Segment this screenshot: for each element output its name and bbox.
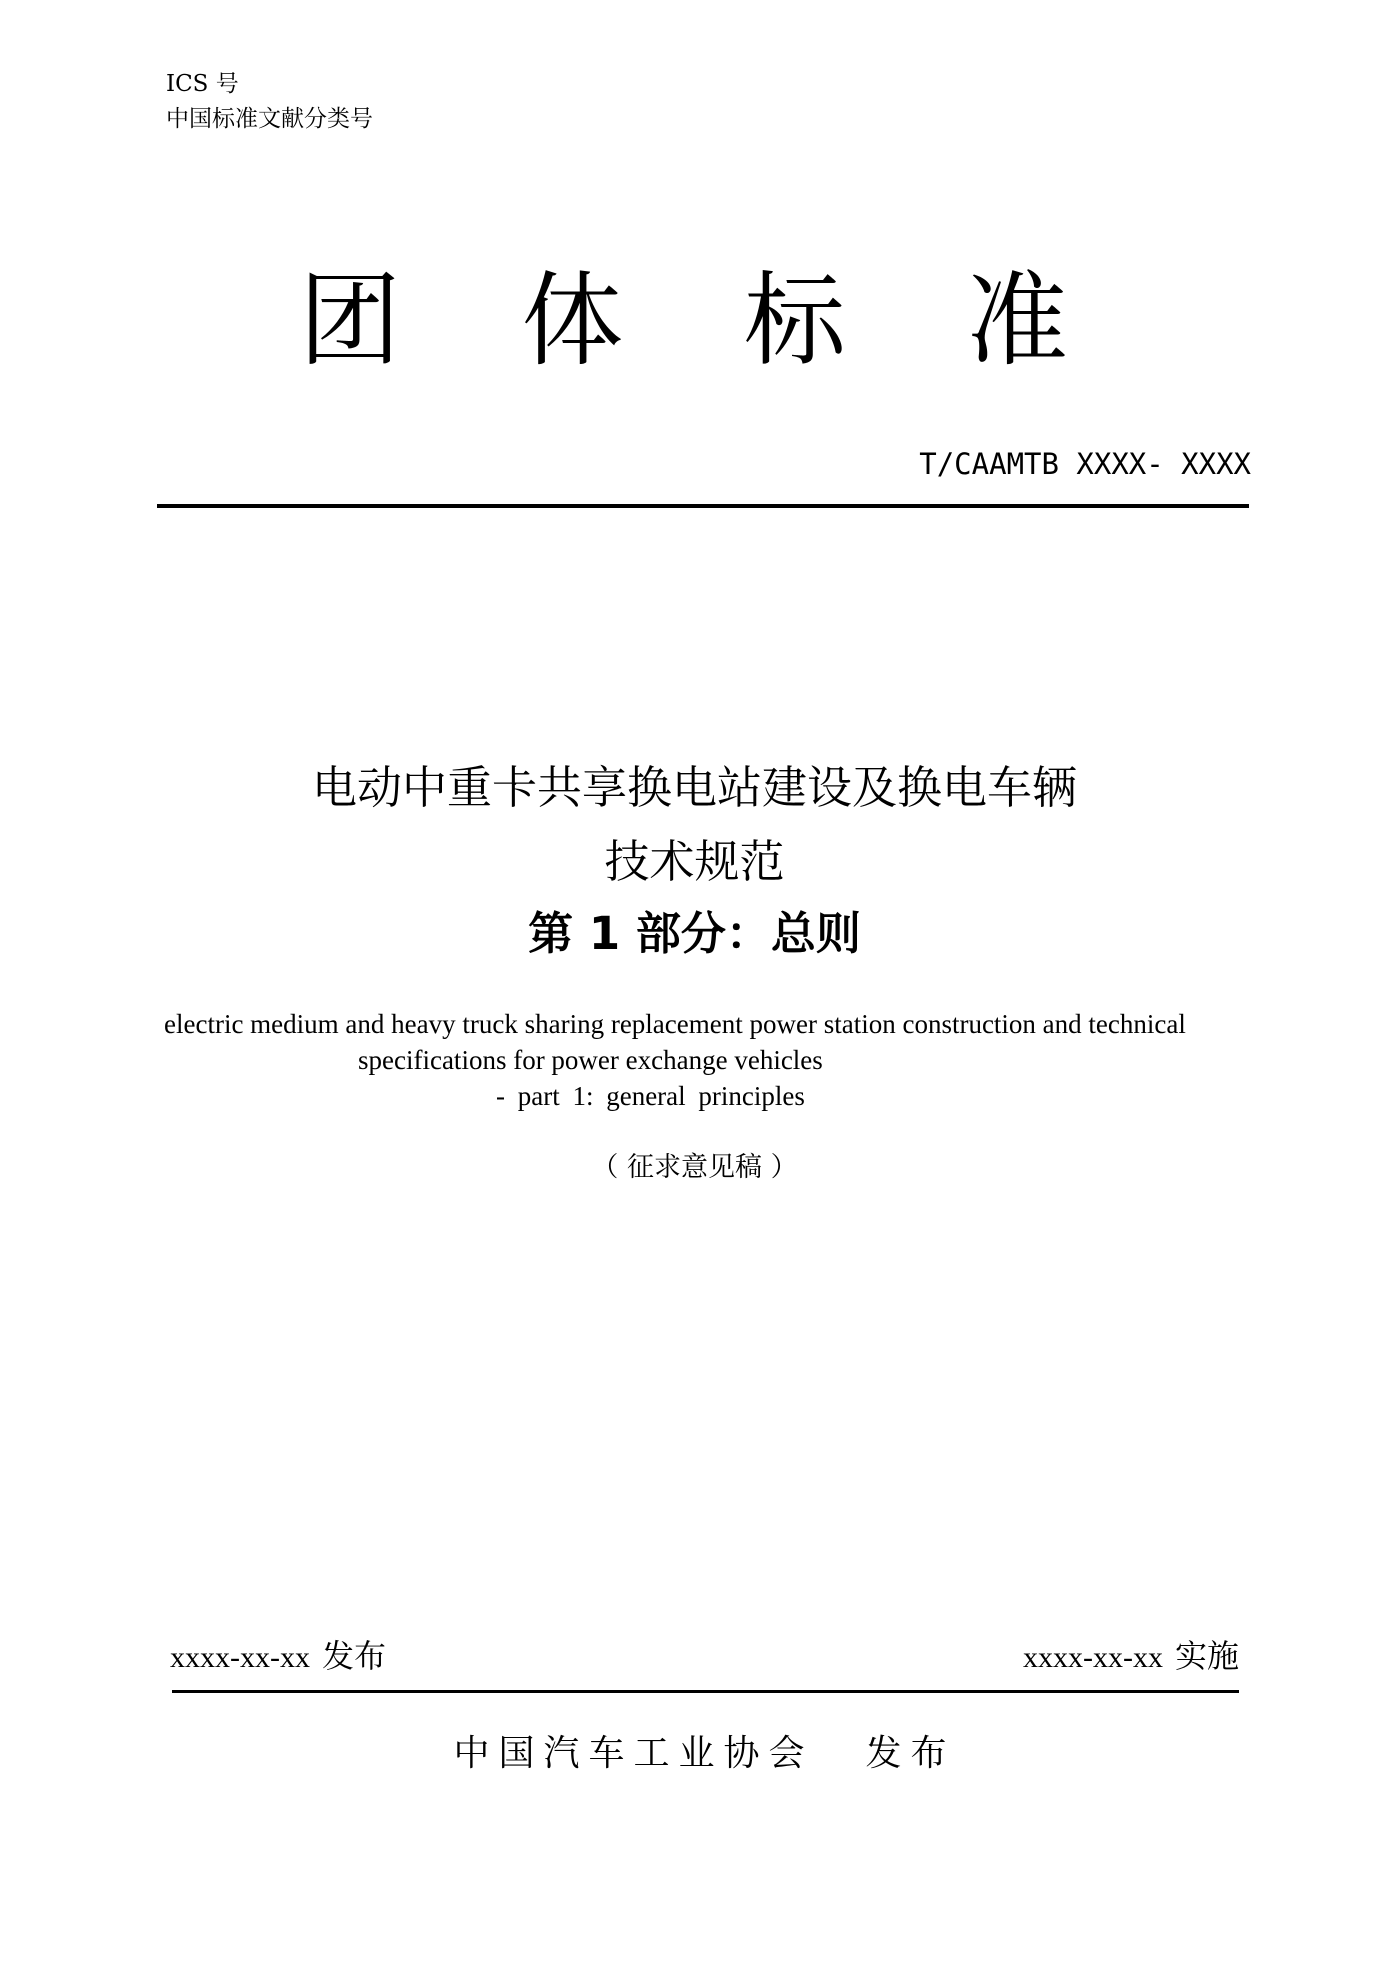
release-label: 发布 bbox=[321, 1637, 386, 1675]
en-title-line-2: specifications for power exchange vehicles bbox=[358, 1045, 823, 1075]
release-date-line bbox=[170, 1636, 386, 1678]
en-title-part: - part 1: general principles bbox=[496, 1081, 805, 1111]
ccs-number: 中国标准文献分类号 bbox=[166, 106, 373, 132]
cn-title-part: 第 1 部分：总则 bbox=[528, 907, 861, 960]
draft-status-label: （ 征求意见稿 ） bbox=[591, 1152, 798, 1183]
publisher-line bbox=[0, 1730, 1389, 1778]
publisher-action: 发布 bbox=[865, 1733, 956, 1774]
standard-number: T/CAAMTB XXXX- XXXX bbox=[919, 447, 1251, 481]
publisher-name: 中国汽车工业协会 bbox=[453, 1733, 814, 1774]
main-title: 团 体 标 准 bbox=[298, 262, 1113, 381]
implement-date: xxxx-xx-xx bbox=[1023, 1641, 1163, 1674]
ics-number: ICS 号 bbox=[166, 71, 239, 97]
implement-date-line bbox=[1023, 1636, 1239, 1678]
bottom-divider bbox=[172, 1690, 1239, 1693]
cn-title-line-2: 技术规范 bbox=[604, 835, 785, 888]
en-title-line-1: electric medium and heavy truck sharing replacement power station construction and technical bbox=[164, 1009, 1186, 1039]
top-divider bbox=[157, 504, 1249, 508]
implement-label: 实施 bbox=[1174, 1637, 1239, 1675]
cn-title-line-1: 电动中重卡共享换电站建设及换电车辆 bbox=[311, 761, 1077, 814]
release-date: xxxx-xx-xx bbox=[170, 1641, 310, 1674]
